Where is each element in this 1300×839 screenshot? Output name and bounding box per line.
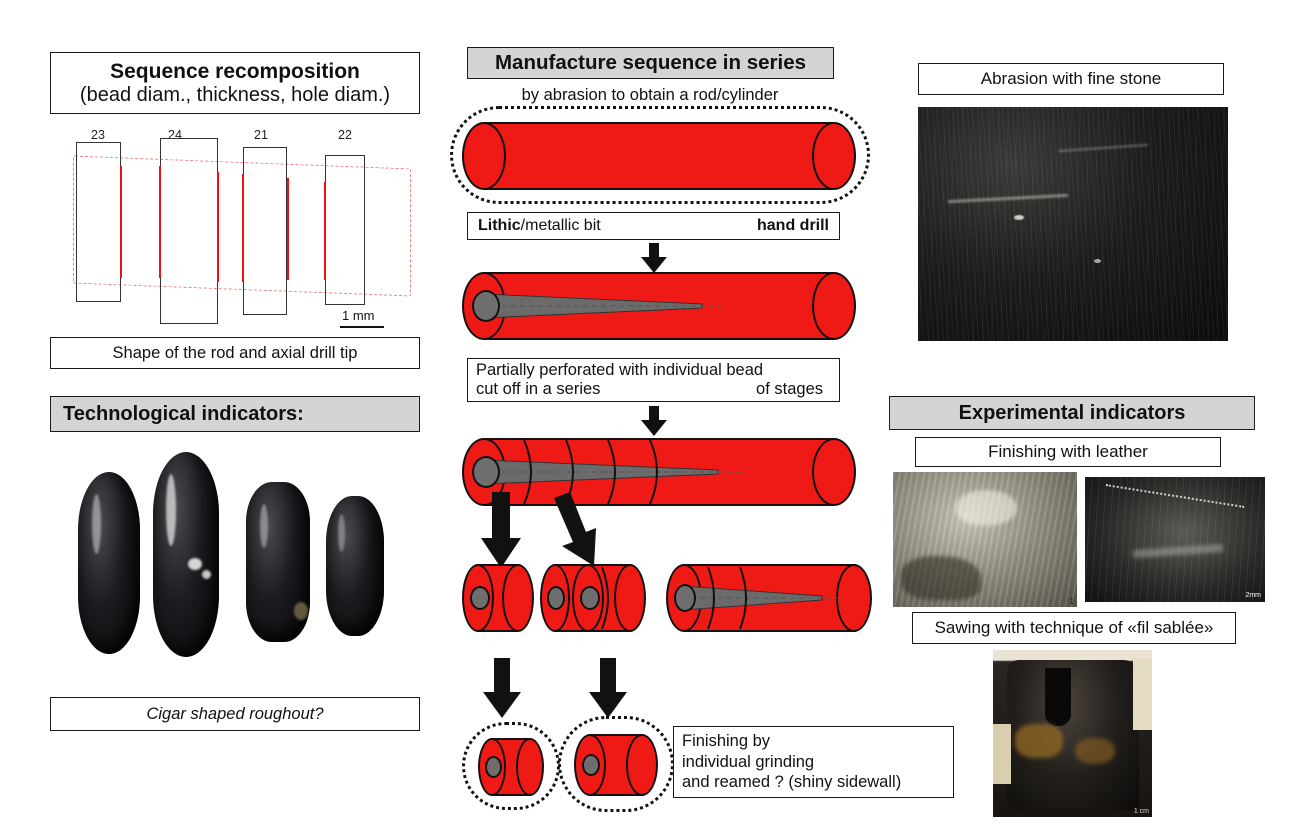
bead-number-23: 23 — [91, 128, 105, 142]
partial-perforation-label — [467, 358, 840, 402]
leather-micrograph-left — [893, 472, 1077, 607]
leather-micrograph-right — [1085, 477, 1265, 602]
sawing-groove — [1045, 668, 1071, 726]
bead-number-24: 24 — [168, 128, 182, 142]
finishing-label — [673, 726, 954, 798]
hole-marker-21b — [287, 178, 289, 280]
bead-photo-2 — [153, 452, 219, 657]
bead-profile-23 — [76, 142, 121, 302]
abrasion-micrograph — [918, 107, 1228, 341]
leather-dark-patch — [901, 556, 981, 600]
sequence-recomposition-subtitle: (bead diam., thickness, hole diam.) — [79, 83, 391, 106]
partial-line-2 — [476, 380, 839, 399]
leather-right-bright-streak — [1133, 544, 1223, 558]
cylinder-step-1 — [462, 122, 856, 190]
hole-marker-24b — [217, 172, 219, 282]
technological-indicators-label: Technological indicators: — [63, 402, 304, 425]
rod-shape-caption-text: Shape of the rod and axial drill tip — [112, 343, 358, 362]
bead-gloss-1 — [92, 494, 101, 554]
sawing-left-edge — [993, 724, 1011, 784]
sequence-recomposition-title: Sequence recomposition — [110, 60, 360, 84]
leather-caption — [915, 437, 1221, 467]
abrasion-striation-highlight-2 — [1058, 144, 1148, 152]
experimental-indicators-label: Experimental indicators — [958, 401, 1186, 424]
bead-profile-21 — [243, 147, 287, 315]
rod-shape-caption — [50, 337, 420, 369]
final-bead-2 — [574, 734, 658, 796]
bead-number-22: 22 — [338, 128, 352, 142]
experimental-indicators-header — [889, 396, 1255, 430]
scale-bar-label: 1 mm — [342, 308, 375, 323]
sawing-amber-patch — [1015, 724, 1063, 758]
bit-bold: Lithic — [478, 217, 521, 234]
arrow-branch-left — [480, 492, 522, 573]
bead-gloss-2b — [188, 558, 202, 570]
bead-gloss-3 — [260, 504, 268, 548]
hole-marker-22 — [324, 182, 326, 280]
sawing-amber-patch-2 — [1075, 738, 1115, 764]
drill-bit-label — [467, 212, 840, 240]
sawing-caption — [912, 612, 1236, 644]
sequence-recomposition-header — [50, 52, 420, 114]
hole-marker-21 — [242, 174, 244, 282]
arrow-final-left — [482, 658, 522, 723]
cigar-roughout-text: Cigar shaped roughout? — [146, 704, 324, 723]
leather-right-dotted-line — [1106, 484, 1245, 508]
abrasion-speck — [1014, 215, 1024, 220]
bead-unit-long — [666, 564, 872, 632]
bead-unit-3 — [572, 564, 646, 632]
abrasion-striation-highlight — [948, 194, 1068, 203]
bead-photo-1 — [78, 472, 140, 654]
bead-gloss-2a — [166, 474, 176, 546]
bit-left-label — [478, 217, 601, 235]
arrow-final-right — [588, 658, 628, 723]
beads-photograph — [68, 452, 408, 674]
abrasion-caption-text: Abrasion with fine stone — [980, 69, 1162, 88]
bead-profile-24 — [160, 138, 218, 324]
hand-drill-label: hand drill — [757, 217, 829, 234]
leather-right-scale: 2mm — [1245, 592, 1261, 599]
abrasion-caption — [918, 63, 1224, 95]
bead-profile-22 — [325, 155, 365, 305]
arrow-branch-right — [548, 492, 604, 575]
finishing-line-3: and reamed ? (shiny sidewall) — [682, 773, 902, 792]
hole-marker-24 — [159, 166, 161, 278]
bead-gloss-4 — [338, 514, 345, 552]
leather-bright-patch — [955, 490, 1017, 526]
technological-indicators-header — [50, 396, 420, 432]
finishing-line-2: individual grinding — [682, 752, 815, 771]
partial-line2-left-text: cut off in a series — [476, 380, 601, 398]
partial-line2-right-text: of stages — [756, 380, 823, 398]
bit-rest: /metallic bit — [520, 217, 601, 234]
bead-number-21: 21 — [254, 128, 268, 142]
cigar-roughout-caption — [50, 697, 420, 731]
hole-marker-23 — [120, 166, 122, 278]
leather-left-scale: 1 — [1069, 597, 1074, 606]
sawing-scale: 1 cm — [1133, 808, 1149, 815]
arrow-step2-to-step3 — [640, 406, 668, 441]
finishing-line-1: Finishing by — [682, 732, 771, 751]
cylinder-step-2 — [462, 272, 856, 340]
scale-bar — [340, 326, 384, 328]
leather-caption-text: Finishing with leather — [988, 442, 1148, 461]
sawing-right-edge — [1133, 658, 1152, 730]
bead-highlight-3 — [294, 602, 308, 620]
manufacture-sequence-header — [467, 47, 834, 79]
bead-photo-4 — [326, 496, 384, 636]
partial-line1-text: Partially perforated with individual bead — [476, 361, 764, 379]
manufacture-sequence-subtitle: by abrasion to obtain a rod/cylinder — [521, 85, 779, 104]
partial-line-1 — [476, 361, 839, 380]
sawing-photograph — [993, 650, 1152, 817]
abrasion-speck-2 — [1094, 259, 1101, 263]
drill-taper-2 — [470, 272, 730, 340]
bead-unit-1 — [462, 564, 534, 632]
sawing-caption-text: Sawing with technique of «fil sablée» — [934, 618, 1214, 637]
bead-gloss-2c — [202, 570, 211, 579]
manufacture-sequence-title: Manufacture sequence in series — [494, 51, 807, 74]
final-bead-1 — [478, 738, 544, 796]
